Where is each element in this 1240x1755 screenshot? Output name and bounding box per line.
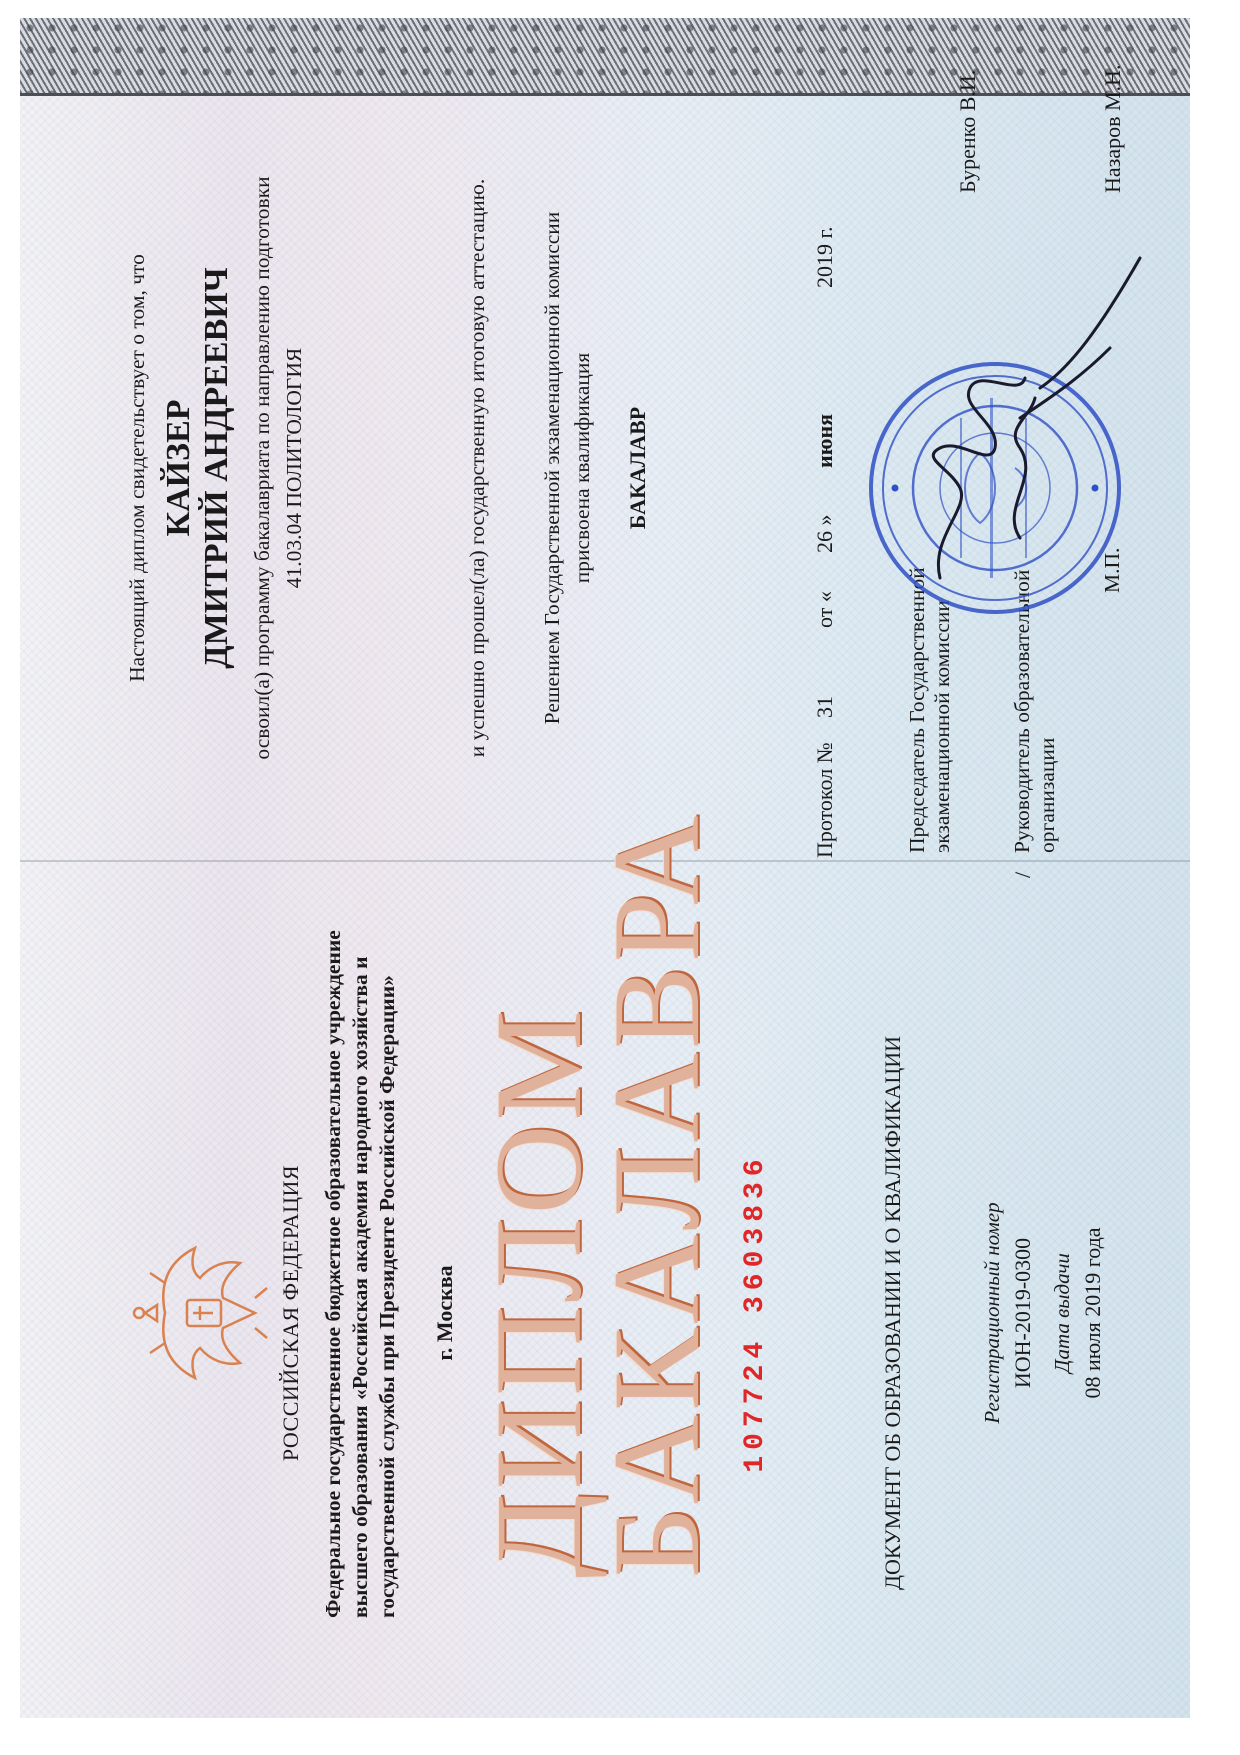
head-name: Назаров М.Н. (1100, 64, 1125, 193)
protocol-day-close: » (812, 514, 837, 526)
protocol-label: Протокол № (812, 742, 837, 858)
organization-line: государственной службы при Президенте Российской Федерации» (375, 975, 399, 1618)
organization-line: высшего образования «Российская академия народного хозяйства и (348, 956, 372, 1618)
signature-slash: / (1010, 871, 1035, 878)
holder-name (160, 118, 236, 818)
diploma-sheet (20, 18, 1190, 1718)
head-title: Руководитель образовательной организации (1010, 569, 1059, 853)
decision-line2: присвоена квалификация (570, 352, 594, 584)
registration-label: Регистрационный номер (980, 1202, 1004, 1424)
organization-line: Федеральное государственное бюджетное образовательное учреждение (321, 930, 345, 1618)
document-type: ДОКУМЕНТ ОБ ОБРАЗОВАНИИ И О КВАЛИФИКАЦИИ (880, 1036, 905, 1591)
handwritten-signature (900, 238, 1160, 598)
diploma-title-line1: ДИПЛОМ (470, 1006, 607, 1578)
issue-date-label: Дата выдачи (1050, 1253, 1074, 1373)
organization-name (320, 930, 401, 1618)
double-headed-eagle-emblem-icon (125, 1238, 275, 1388)
attestation-text: и успешно прошел(ла) государственную итоговую аттестацию. (465, 178, 489, 758)
program-code: 41.03.04 ПОЛИТОЛОГИЯ (282, 347, 306, 589)
diploma-content (20, 18, 1190, 1718)
issue-date: 08 июля 2019 года (1080, 1227, 1105, 1399)
city: г. Москва (432, 1265, 457, 1361)
protocol-month: июня (812, 413, 837, 468)
holder-surname: КАЙЗЕР (160, 399, 197, 537)
program-text: освоил(а) программу бакалавриата по направлению подготовки (250, 176, 274, 760)
protocol-number: 31 (812, 696, 837, 718)
registration-number: ИОН-2019-0300 (1010, 1237, 1035, 1389)
chair-name: Буренко В.И. (955, 69, 980, 193)
country-name: РОССИЙСКАЯ ФЕДЕРАЦИЯ (278, 1164, 303, 1462)
certifies-text: Настоящий диплом свидетельствует о том, что (125, 254, 149, 682)
protocol-day-value: 26 (812, 531, 837, 553)
protocol-day (812, 515, 838, 554)
decision-line1: Решением Государственной экзаменационной комиссии (540, 211, 564, 725)
serial-number: 107724 3603836 (740, 1153, 771, 1473)
chair-title: Председатель Государственной экзаменационной комиссии (905, 567, 954, 853)
diploma-title-line2: БАКАЛАВРА (588, 811, 725, 1578)
protocol-from-label: от « (812, 591, 837, 628)
stamp-place-label: М.П. (1100, 547, 1124, 593)
qualification: БАКАЛАВР (625, 406, 650, 530)
protocol-year: 2019 г. (812, 226, 837, 288)
holder-given-names: ДМИТРИЙ АНДРЕЕВИЧ (198, 267, 235, 669)
